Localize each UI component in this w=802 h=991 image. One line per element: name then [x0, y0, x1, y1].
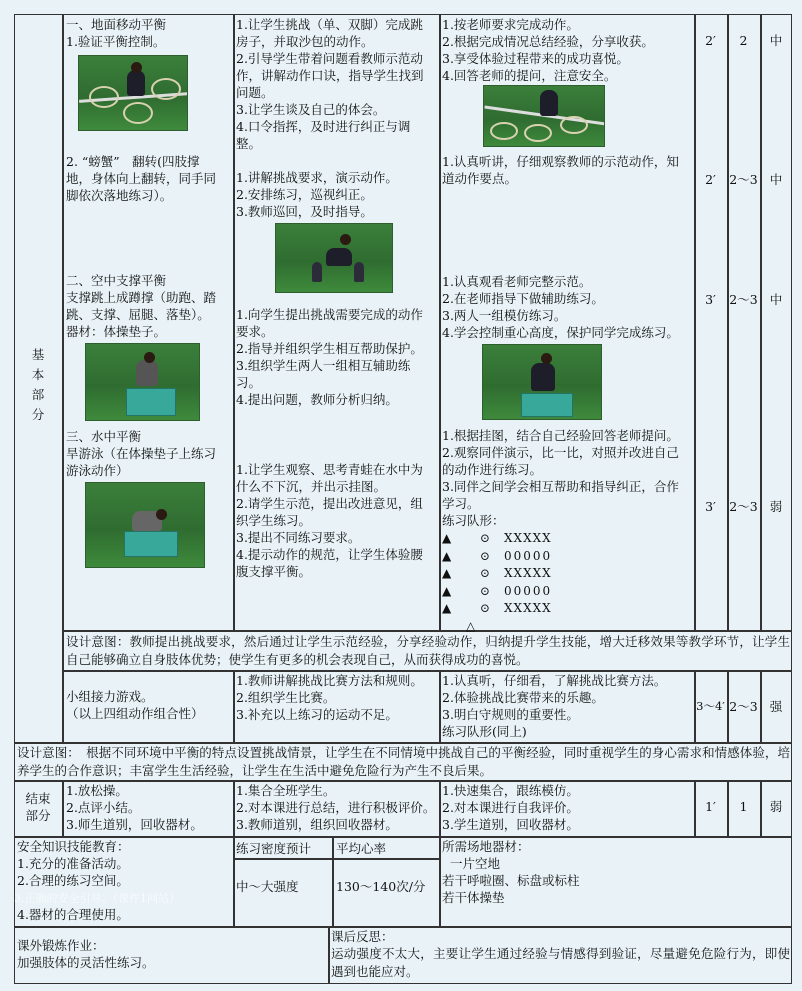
formation-row: ▲ ⊙ XXXXX — [442, 601, 552, 615]
design-intent-1: 设计意图：教师提出挑战要求，然后通过让学生示范经验，分享经验动作，归纳提升学生技能，增大迁移效果等教学环节，让学生自己能够确立自身肢体优势；使学生有更多的机会表现自己，从而获得成功的喜悦。 — [66, 634, 790, 667]
grid-line — [439, 14, 441, 630]
relay-teacher: 1.教师讲解挑战比赛方法和规则。 2.组织学生比赛。 3.补充以上练习的运动不足。 — [236, 673, 423, 722]
content-block-4: 三、水中平衡 旱游泳（在体操垫子上练习 游泳动作） — [66, 429, 217, 478]
grid-line — [328, 926, 330, 984]
grid-line — [727, 14, 729, 630]
count-value: 2 — [739, 33, 748, 48]
grid-line — [233, 14, 235, 630]
section-label-ending: 结束 部分 — [25, 791, 51, 823]
photo-crab-flip — [275, 223, 393, 293]
ending-count: 1 — [739, 799, 748, 814]
photo-ground-balance — [78, 55, 188, 131]
time-value: 3′ — [705, 499, 716, 514]
formation-teacher: △ — [466, 618, 476, 633]
homework — [17, 937, 325, 971]
grid-line — [62, 780, 64, 836]
intensity-value: 弱 — [769, 499, 783, 514]
ending-student: 1.快速集合，跟练模仿。 2.对本课进行自我评价。 3.学生道别，回收器材。 — [442, 783, 579, 832]
formation-row: ▲ ⊙ 00000 — [442, 548, 553, 563]
ending-teacher: 1.集合全班学生。 2.对本课进行总结，进行积极评价。 3.教师道别，组织回收器材。 — [236, 783, 436, 832]
density-value: 中～大强度 — [236, 879, 299, 894]
venue-title: 所需场地器材： — [442, 839, 530, 854]
safety-education: 安全知识技能教育： 1.充分的准备活动。 2.合理的练习空间。 4.器材的合理使用。 — [17, 838, 231, 923]
section-label-basic: 基 本 部 分 — [31, 347, 45, 422]
student-block-4: 1.根据挂图，结合自己经验回答老师提问。 2.观察同伴演示，比一比，对照并改进自己 的动作进行练习。 3.同伴之间学会相互帮助和指导纠正，合作 学习。 练习队形： — [442, 428, 679, 528]
homework-content: 加强肢体的灵活性练习。 — [17, 955, 155, 970]
relay-time: 3～4′ — [696, 699, 725, 713]
ending-content: 1.放松操。 2.点评小结。 3.师生道别，回收器材。 — [66, 783, 203, 832]
homework-title: 课外锻炼作业： — [17, 938, 105, 953]
intensity-value: 中 — [769, 292, 783, 307]
relay-student: 1.认真听，仔细看，了解挑战比赛方法。 2.体验挑战比赛带来的乐趣。 3.明白守规则的重要性。 练习队形(同上) — [442, 673, 667, 739]
grid-line — [760, 14, 762, 630]
grid-line — [233, 858, 439, 860]
content-block-3: 二、空中支撑平衡 支撑跳上成蹲撑（助跑、踏 跳、支撑、屈腿、落垫）。 器材：体操垫子。 — [66, 273, 217, 339]
formation-row: ▲ ⊙ XXXXX — [442, 531, 552, 545]
heart-rate-header: 平均心率 — [336, 841, 387, 856]
reflection-content: 运动强度不太大，主要让学生通过经验与情感得到验证，尽量避免危险行为，即使遇到也能应对。 — [331, 946, 790, 979]
student-block-3: 1.认真观看老师完整示范。 2.在老师指导下做辅助练习。 3.两人一组模仿练习。 4.学会控制重心高度，保护同学完成练习。 — [442, 274, 679, 340]
grid-line — [233, 670, 235, 742]
relay-intensity: 强 — [769, 699, 783, 714]
relay-content: 小组接力游戏。 （以上四组动作组合性） — [66, 689, 204, 721]
grid-line — [439, 836, 441, 926]
time-value: 2′ — [705, 172, 716, 187]
grid-line — [62, 14, 64, 742]
photo-squat-mount — [482, 344, 602, 420]
count-value: 2～3 — [729, 292, 758, 307]
photo-vault-mat — [85, 343, 200, 421]
relay-count: 2～3 — [729, 699, 758, 714]
grid-line — [233, 836, 235, 926]
content-block-1: 一、地面移动平衡 1.验证平衡控制。 — [66, 17, 167, 49]
watermark-overlay: 3.正确的安全引导。（课件1网站） — [14, 892, 180, 905]
reflection — [331, 928, 790, 981]
reflection-title: 课后反思： — [331, 929, 394, 944]
grid-line — [332, 836, 334, 926]
teacher-block-2: 1.讲解挑战要求，演示动作。 2.安排练习，巡视纠正。 3.教师巡回，及时指导。 — [236, 170, 398, 219]
intensity-value: 中 — [769, 33, 783, 48]
student-block-2: 1.认真听讲，仔细观察教师的示范动作，知 道动作要点。 — [442, 154, 679, 186]
teacher-block-1: 1.让学生挑战（单、双脚）完成跳 房子，并取沙包的动作。 2.引导学生带着问题看教师示范动 作，讲解动作口诀，指导学生找到 问题。 3.让学生谈及自己的体会。 4.口令指挥，及时进行纠正与调 整。 — [236, 17, 424, 151]
grid-line — [439, 780, 441, 836]
student-block-1: 1.按老师要求完成动作。 2.根据完成情况总结经验，分享收获。 3.享受体验过程带来的成功喜悦。 4.回答老师的提问，注意安全。 — [442, 17, 654, 83]
grid-line — [694, 14, 696, 630]
intensity-value: 中 — [769, 172, 783, 187]
density-header: 练习密度预计 — [236, 841, 312, 856]
formation-row: ▲ ⊙ 00000 — [442, 583, 553, 598]
practice-formation — [442, 530, 692, 635]
safety-title: 安全知识技能教育： — [17, 839, 130, 854]
heart-rate-value: 130～140次/分 — [336, 879, 426, 894]
ending-time: 1′ — [705, 799, 716, 814]
grid-line — [233, 780, 235, 836]
formation-row: ▲ ⊙ XXXXX — [442, 566, 552, 580]
time-value: 3′ — [705, 292, 716, 307]
content-block-2: 2. “螃蟹” 翻转(四肢撑 地，身体向上翻转，同手同 脚依次落地练习）。 — [66, 154, 217, 203]
time-value: 2′ — [705, 33, 716, 48]
teacher-block-3: 1.向学生提出挑战需要完成的动作 要求。 2.指导并组织学生相互帮助保护。 3.组织学生两人一组相互辅助练 习。 4.提出问题，教师分析归纳。 — [236, 307, 423, 407]
design-intent-2: 设计意图： 根据不同环境中平衡的特点设置挑战情景，让学生在不同情境中挑战自己的平衡经验，同时重视学生的身心需求和情感体验，培养学生的合作意识；丰富学生生活经验，让学生在生活中避免危险行为产生不良后果。 — [17, 745, 790, 778]
teacher-block-4: 1.让学生观察、思考青蛙在水中为 什么不下沉，并出示挂图。 2.请学生示范，提出改进意见，组 织学生练习。 3.提出不同练习要求。 4.提示动作的规范，让学生体验腰 腹支撑平衡。 — [236, 462, 423, 579]
photo-land-swim — [85, 482, 205, 568]
grid-line — [439, 670, 441, 742]
count-value: 2～3 — [729, 499, 758, 514]
photo-hopscotch — [483, 85, 605, 147]
ending-intensity: 弱 — [769, 799, 783, 814]
venue-equipment: 所需场地器材： 一片空地 若干呼啦圈、标盘或标柱 若干体操垫 — [442, 838, 790, 906]
count-value: 2～3 — [729, 172, 758, 187]
